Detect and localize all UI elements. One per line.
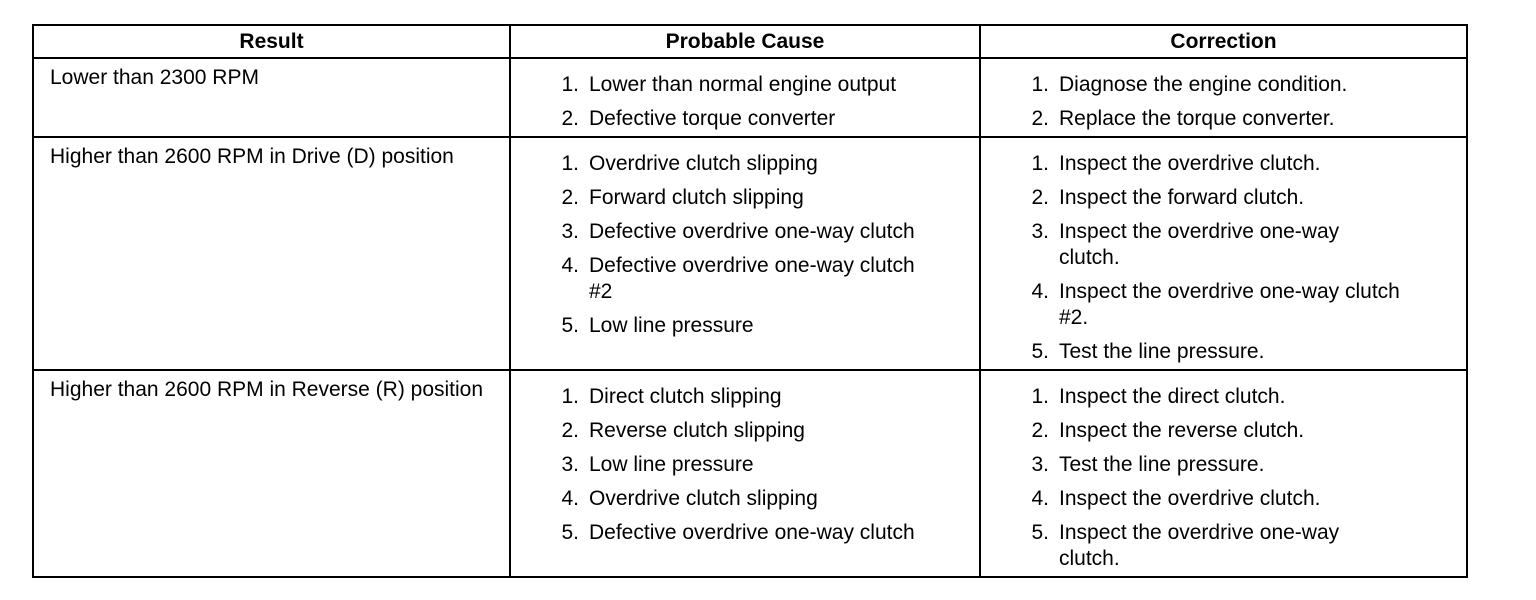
list-item [511,418,979,444]
result-cell [33,58,510,137]
list-item [981,151,1466,177]
item-text: Inspect the overdrive one-way clutch. [1059,220,1340,269]
list-item [981,339,1466,365]
correction-list [981,371,1466,576]
item-number: 1. [1031,152,1049,175]
column-header-result: Result [33,25,510,58]
item-text: Inspect the forward clutch. [1059,186,1305,209]
list-item [981,452,1466,478]
column-header-correction: Correction [980,25,1467,58]
item-text: Defective overdrive one-way clutch #2 [589,254,915,303]
item-text: Inspect the overdrive clutch. [1059,152,1321,175]
correction-cell [980,137,1467,370]
item-number: 2. [561,419,579,442]
item-number: 1. [1031,73,1049,96]
item-text: Test the line pressure. [1059,340,1265,363]
list-item [981,106,1466,132]
result-text: Higher than 2600 RPM in Drive (D) position [50,145,454,168]
list-item [511,313,979,339]
list-item [981,418,1466,444]
list-item [511,520,979,546]
column-header-probable-cause: Probable Cause [510,25,980,58]
item-text: Test the line pressure. [1059,453,1265,476]
item-text: Inspect the overdrive one-way clutch. [1059,521,1340,570]
table-row [33,370,1467,577]
item-number: 2. [1031,107,1049,130]
item-text: Inspect the overdrive clutch. [1059,487,1321,510]
table-row [33,58,1467,137]
header-row [33,25,1467,58]
item-text: Low line pressure [589,453,754,476]
cause-list [511,59,979,136]
item-number: 1. [561,152,579,175]
list-item [981,384,1466,410]
item-number: 3. [1031,220,1049,243]
list-item [511,106,979,132]
list-item [511,219,979,245]
item-number: 4. [1031,280,1049,303]
item-number: 3. [561,453,579,476]
item-number: 2. [1031,186,1049,209]
item-number: 2. [1031,419,1049,442]
item-number: 5. [1031,340,1049,363]
item-number: 5. [1031,521,1049,544]
item-number: 1. [561,385,579,408]
item-text: Low line pressure [589,314,754,337]
item-text: Direct clutch slipping [589,385,782,408]
item-text: Inspect the direct clutch. [1059,385,1286,408]
list-item [511,253,979,305]
item-number: 5. [561,314,579,337]
result-text: Higher than 2600 RPM in Reverse (R) position [50,378,484,401]
item-number: 1. [561,73,579,96]
list-item [981,219,1466,271]
correction-list [981,138,1466,369]
item-number: 1. [1031,385,1049,408]
cause-list [511,371,979,550]
item-text: Replace the torque converter. [1059,107,1335,130]
list-item [511,384,979,410]
table-row [33,137,1467,370]
item-number: 4. [561,254,579,277]
correction-list [981,59,1466,136]
item-number: 3. [561,220,579,243]
item-number: 2. [561,186,579,209]
item-text: Defective overdrive one-way clutch [589,521,915,544]
diagnosis-table [32,24,1468,578]
item-text: Diagnose the engine condition. [1059,73,1348,96]
list-item [981,486,1466,512]
result-cell [33,370,510,577]
result-text: Lower than 2300 RPM [50,66,259,89]
list-item [511,72,979,98]
item-text: Defective overdrive one-way clutch [589,220,915,243]
item-text: Inspect the reverse clutch. [1059,419,1305,442]
item-text: Inspect the overdrive one-way clutch #2. [1059,280,1400,329]
item-number: 3. [1031,453,1049,476]
item-text: Lower than normal engine output [589,73,897,96]
cause-cell [510,370,980,577]
list-item [511,185,979,211]
item-number: 4. [561,487,579,510]
item-text: Defective torque converter [589,107,836,130]
list-item [981,72,1466,98]
list-item [981,279,1466,331]
item-text: Overdrive clutch slipping [589,487,818,510]
correction-cell [980,370,1467,577]
item-number: 5. [561,521,579,544]
item-number: 2. [561,107,579,130]
item-text: Forward clutch slipping [589,186,804,209]
list-item [511,151,979,177]
list-item [511,452,979,478]
item-text: Reverse clutch slipping [589,419,805,442]
cause-cell [510,58,980,137]
list-item [981,185,1466,211]
result-cell [33,137,510,370]
item-number: 4. [1031,487,1049,510]
item-text: Overdrive clutch slipping [589,152,818,175]
cause-list [511,138,979,343]
list-item [981,520,1466,572]
cause-cell [510,137,980,370]
correction-cell [980,58,1467,137]
list-item [511,486,979,512]
